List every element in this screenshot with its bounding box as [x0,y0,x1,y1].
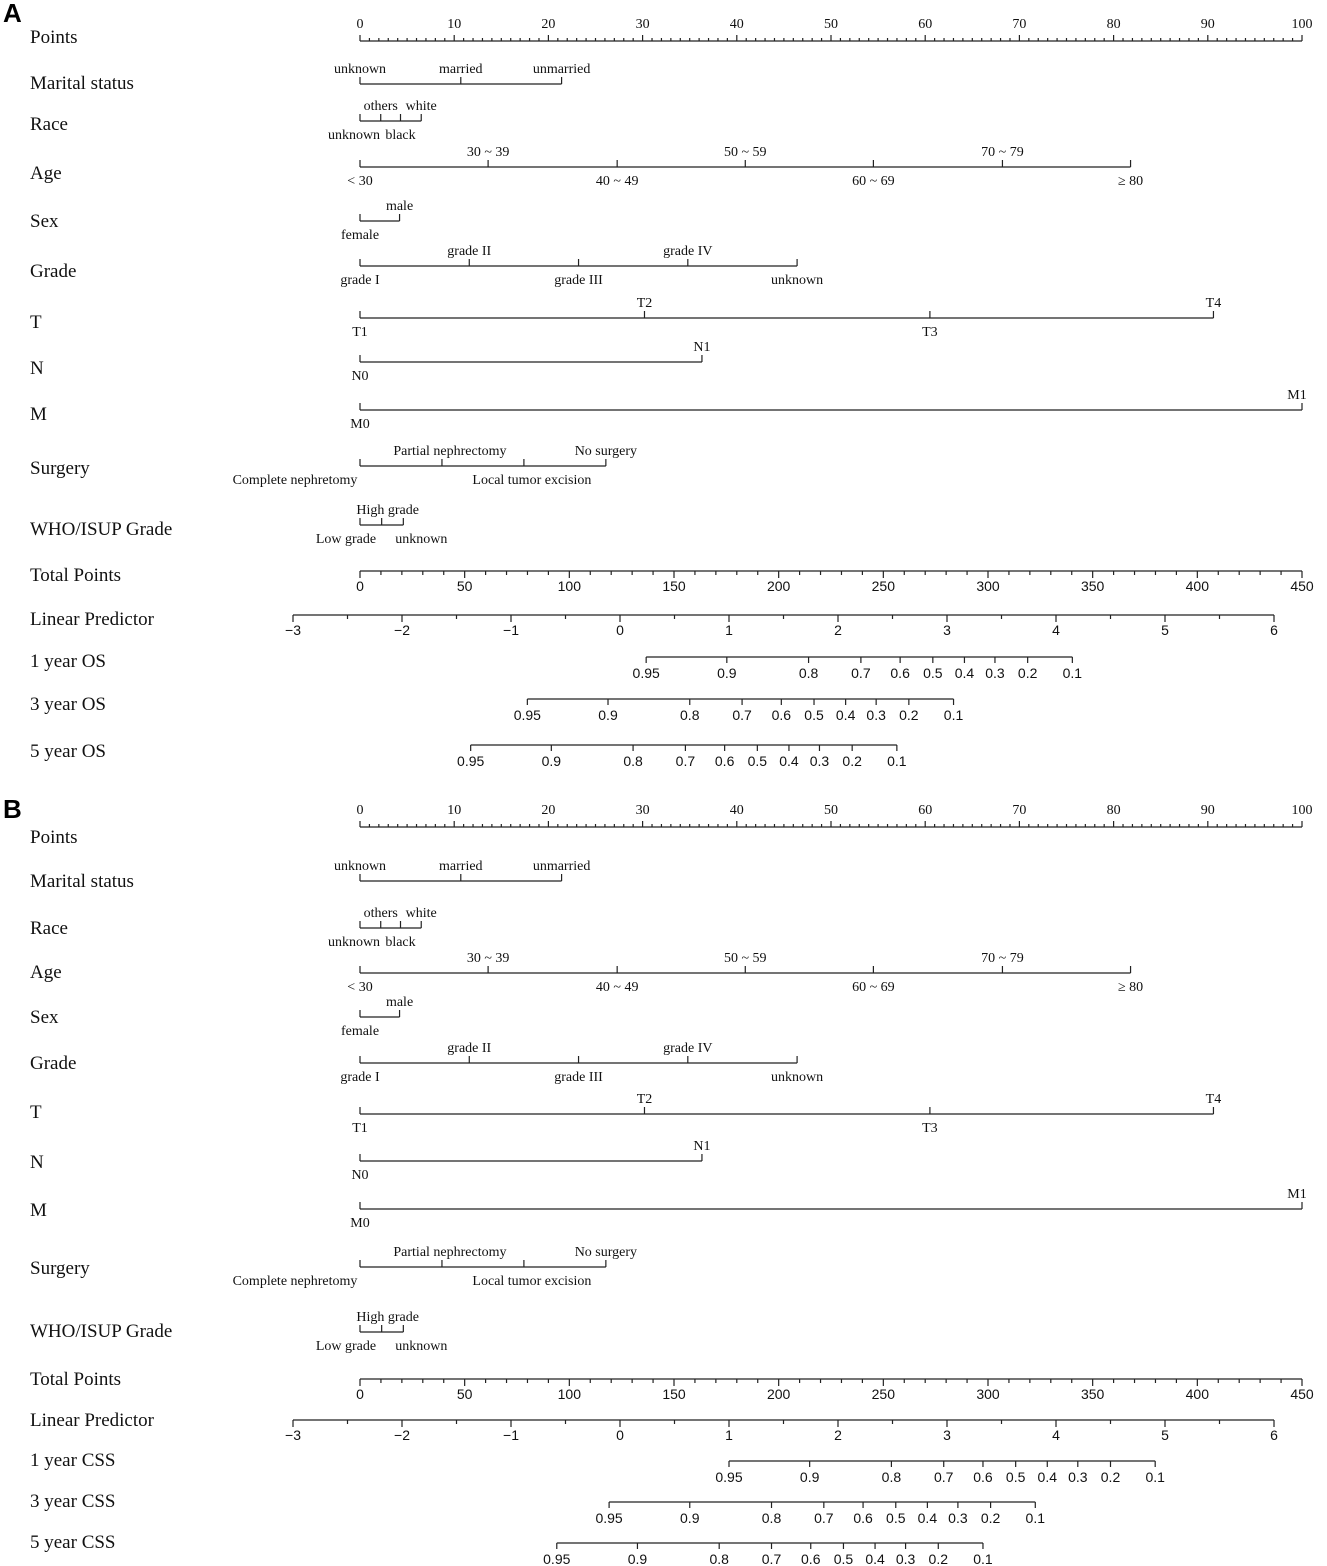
level-label: married [439,859,483,874]
survival-tick-label: 0.1 [1145,1469,1165,1485]
row-label: Age [30,163,62,184]
survival-tick-label: 0.95 [595,1510,623,1526]
survival-tick-label: 0.5 [923,665,943,681]
survival-tick-label: 0.5 [886,1510,906,1526]
level-label: Partial nephrectomy [393,1245,507,1260]
row-label: N [30,358,44,379]
lp-tick-label: 6 [1270,622,1278,638]
row-surgery [30,444,637,488]
lp-tick-label: 6 [1270,1427,1278,1443]
survival-tick-label: 0.4 [835,707,856,723]
survival-tick-label: 0.5 [747,753,768,769]
level-label: 30 ~ 39 [466,145,510,160]
survival-tick-label: 0.5 [833,1551,854,1566]
points-tick-label: 20 [541,803,556,818]
level-label: others [363,99,398,114]
survival-tick-label: 0.2 [1017,665,1038,681]
row-5-year-os [30,741,907,769]
survival-tick-label: 0.7 [851,665,871,681]
row-label: Total Points [30,1369,122,1390]
survival-tick-label: 0.2 [899,707,919,723]
row-total-points [30,565,1314,594]
points-tick-label: 100 [1291,803,1313,818]
survival-tick-label: 0.7 [933,1469,954,1485]
row-label: 5 year CSS [30,1532,116,1553]
total-tick-label: 250 [871,1386,896,1402]
lp-tick-label: 4 [1052,1427,1060,1443]
row-5-year-css [30,1532,993,1566]
level-label: N1 [693,1139,711,1154]
row-label: Linear Predictor [30,609,154,630]
points-tick-label: 100 [1291,17,1313,32]
level-label: < 30 [347,980,373,995]
row-age [30,951,1143,995]
points-tick-label: 50 [824,803,838,818]
level-label: Complete nephretomy [232,473,358,488]
row-label: 3 year OS [30,694,106,715]
survival-tick-label: 0.8 [798,665,819,681]
survival-tick-label: 0.1 [1062,665,1083,681]
survival-tick-label: 0.5 [1005,1469,1026,1485]
survival-tick-label: 0.3 [866,707,886,723]
level-label: N0 [351,369,369,384]
total-tick-label: 250 [871,578,896,594]
row-age [30,145,1143,189]
level-label: unmarried [532,859,591,874]
level-label: 40 ~ 49 [595,980,639,995]
survival-tick-label: 0.95 [513,707,541,723]
level-label: M0 [350,1216,370,1231]
survival-tick-label: 0.2 [928,1551,949,1566]
level-label: Low grade [315,532,377,547]
level-label: T2 [636,296,653,311]
level-label: N1 [693,340,711,355]
total-tick-label: 50 [456,1386,473,1402]
total-tick-label: 200 [766,1386,791,1402]
lp-tick-label: −1 [503,1427,519,1443]
points-tick-label: 90 [1200,17,1215,32]
lp-tick-label: 2 [834,622,842,638]
row-label: 1 year CSS [30,1450,116,1471]
level-label: grade I [340,273,380,288]
level-label: white [405,906,437,921]
survival-tick-label: 0.7 [814,1510,834,1526]
total-tick-label: 150 [662,1386,686,1402]
level-label: M1 [1287,1187,1307,1202]
level-label: unknown [395,1339,448,1354]
row-label: WHO/ISUP Grade [30,1321,173,1342]
row-n [30,340,711,384]
level-label: unknown [771,1070,824,1085]
points-tick-label: 80 [1106,17,1121,32]
level-label: grade IV [663,244,713,259]
row-linear-predictor [30,1410,1278,1443]
level-label: High grade [356,1310,419,1325]
row-sex [30,995,413,1039]
row-who-isup-grade [30,1310,447,1354]
row-label: Marital status [30,73,134,94]
row-label: WHO/ISUP Grade [30,519,173,540]
total-tick-label: 350 [1080,578,1105,594]
level-label: female [340,1024,380,1039]
points-tick-label: 90 [1200,803,1215,818]
survival-tick-label: 0.8 [680,707,700,723]
lp-tick-label: −1 [503,622,519,638]
points-tick-label: 80 [1106,803,1121,818]
level-label: T3 [922,1121,938,1136]
row-label: T [30,1102,42,1123]
row-race [30,906,437,950]
lp-tick-label: 3 [943,622,951,638]
survival-tick-label: 0.95 [543,1551,571,1566]
row-3-year-os [30,694,963,723]
points-tick-label: 30 [635,803,650,818]
survival-tick-label: 0.1 [887,753,907,769]
row-grade [30,1041,823,1085]
survival-tick-label: 0.4 [954,665,975,681]
level-label: ≥ 80 [1117,174,1144,189]
points-tick-label: 10 [447,803,462,818]
total-tick-label: 450 [1290,1386,1314,1402]
survival-tick-label: 0.6 [714,753,735,769]
row-t [30,296,1221,340]
row-label: T [30,312,42,333]
level-label: 60 ~ 69 [852,980,895,995]
survival-tick-label: 0.6 [853,1510,873,1526]
nomogram-panel-b [3,794,1314,1566]
survival-tick-label: 0.6 [801,1551,821,1566]
row-3-year-css [30,1491,1045,1526]
lp-tick-label: 4 [1052,622,1060,638]
row-linear-predictor [30,609,1278,638]
lp-tick-label: 0 [616,622,624,638]
row-label: Points [30,827,78,848]
points-tick-label: 70 [1012,803,1027,818]
nomogram-panel-a [3,0,1314,769]
row-t [30,1092,1221,1136]
total-tick-label: 0 [356,1386,364,1402]
survival-tick-label: 0.95 [632,665,660,681]
survival-tick-label: 0.1 [973,1551,993,1566]
row-label: 3 year CSS [30,1491,116,1512]
survival-tick-label: 0.95 [715,1469,743,1485]
survival-tick-label: 0.3 [895,1551,916,1566]
level-label: Low grade [315,1339,377,1354]
level-label: ≥ 80 [1117,980,1144,995]
total-tick-label: 300 [976,578,1000,594]
level-label: T3 [922,325,938,340]
level-label: unknown [333,62,387,77]
total-tick-label: 150 [662,578,686,594]
level-label: M1 [1287,388,1307,403]
points-tick-label: 60 [918,803,933,818]
row-surgery [30,1245,637,1289]
row-label: Marital status [30,871,134,892]
lp-tick-label: 1 [725,1427,733,1443]
panel-letter: B [3,794,22,824]
survival-tick-label: 0.1 [1025,1510,1046,1526]
survival-tick-label: 0.9 [541,753,562,769]
level-label: 50 ~ 59 [723,951,767,966]
level-label: grade I [340,1070,380,1085]
row-label: N [30,1152,44,1173]
lp-tick-label: −3 [285,1427,301,1443]
level-label: High grade [356,503,419,518]
survival-tick-label: 0.4 [865,1551,885,1566]
survival-tick-label: 0.8 [881,1469,902,1485]
total-tick-label: 200 [766,578,791,594]
row-label: Sex [30,211,59,232]
level-label: unknown [333,859,387,874]
survival-tick-label: 0.7 [675,753,696,769]
row-points [30,803,1313,848]
survival-tick-label: 0.2 [842,753,862,769]
row-marital-status [30,859,590,892]
level-label: unknown [327,128,381,143]
level-label: T2 [636,1092,653,1107]
row-label: M [30,1200,47,1221]
level-label: unmarried [532,62,591,77]
row-who-isup-grade [30,503,447,547]
level-label: married [439,62,483,77]
level-label: 70 ~ 79 [981,145,1024,160]
level-label: Local tumor excision [472,473,592,488]
level-label: grade III [554,273,603,288]
survival-tick-label: 0.4 [917,1510,938,1526]
level-label: unknown [395,532,448,547]
level-label: T1 [352,1121,368,1136]
survival-tick-label: 0.4 [779,753,799,769]
level-label: grade III [554,1070,603,1085]
survival-tick-label: 0.9 [627,1551,648,1566]
row-sex [30,199,413,243]
points-tick-label: 50 [824,17,838,32]
row-label: Surgery [30,1258,90,1279]
total-tick-label: 350 [1080,1386,1105,1402]
level-label: N0 [351,1168,369,1183]
level-label: white [405,99,437,114]
row-race [30,99,437,143]
level-label: others [363,906,398,921]
level-label: 30 ~ 39 [466,951,510,966]
survival-tick-label: 0.6 [890,665,910,681]
row-label: M [30,404,47,425]
row-label: Sex [30,1007,59,1028]
level-label: unknown [771,273,824,288]
survival-tick-label: 0.3 [985,665,1005,681]
survival-tick-label: 0.8 [761,1510,782,1526]
total-tick-label: 50 [456,578,473,594]
points-tick-label: 0 [356,803,364,818]
survival-tick-label: 0.9 [598,707,618,723]
level-label: black [385,935,416,950]
level-label: unknown [327,935,381,950]
row-label: 1 year OS [30,651,106,672]
points-tick-label: 10 [447,17,462,32]
survival-tick-label: 0.2 [1100,1469,1121,1485]
row-m [30,388,1307,432]
row-label: Linear Predictor [30,1410,154,1431]
lp-tick-label: −2 [394,622,410,638]
row-label: Grade [30,1053,77,1074]
survival-tick-label: 0.1 [943,707,964,723]
row-label: Race [30,918,68,939]
survival-tick-label: 0.8 [623,753,643,769]
points-tick-label: 20 [541,17,556,32]
row-label: Age [30,962,62,983]
row-points [30,17,1313,48]
level-label: Complete nephretomy [232,1274,358,1289]
level-label: black [385,128,416,143]
lp-tick-label: 2 [834,1427,842,1443]
survival-tick-label: 0.95 [457,753,485,769]
points-tick-label: 40 [729,803,744,818]
total-tick-label: 400 [1185,578,1210,594]
level-label: male [385,995,414,1010]
row-label: 5 year OS [30,741,106,762]
level-label: female [340,228,380,243]
level-label: No surgery [574,444,638,459]
total-tick-label: 100 [557,1386,582,1402]
lp-tick-label: 5 [1161,1427,1169,1443]
level-label: Local tumor excision [472,1274,592,1289]
total-tick-label: 400 [1185,1386,1210,1402]
level-label: T4 [1205,1092,1222,1107]
survival-tick-label: 0.8 [709,1551,729,1566]
level-label: No surgery [574,1245,638,1260]
survival-tick-label: 0.7 [732,707,752,723]
level-label: T1 [352,325,368,340]
total-tick-label: 100 [557,578,582,594]
points-tick-label: 60 [918,17,933,32]
lp-tick-label: 5 [1161,622,1169,638]
lp-tick-label: 3 [943,1427,951,1443]
row-n [30,1139,711,1183]
survival-tick-label: 0.3 [1068,1469,1088,1485]
total-tick-label: 0 [356,578,364,594]
points-tick-label: 70 [1012,17,1027,32]
row-label: Race [30,114,68,135]
survival-tick-label: 0.4 [1037,1469,1058,1485]
survival-tick-label: 0.3 [809,753,830,769]
level-label: 50 ~ 59 [723,145,767,160]
lp-tick-label: −2 [394,1427,410,1443]
level-label: < 30 [347,174,373,189]
row-m [30,1187,1307,1231]
level-label: grade II [447,1041,492,1056]
survival-tick-label: 0.6 [771,707,792,723]
row-marital-status [30,62,590,94]
lp-tick-label: 0 [616,1427,624,1443]
level-label: M0 [350,417,370,432]
survival-tick-label: 0.3 [948,1510,968,1526]
survival-tick-label: 0.9 [799,1469,820,1485]
row-label: Surgery [30,458,90,479]
level-label: grade IV [663,1041,713,1056]
survival-tick-label: 0.9 [680,1510,700,1526]
total-tick-label: 300 [976,1386,1000,1402]
survival-tick-label: 0.7 [761,1551,782,1566]
level-label: 70 ~ 79 [981,951,1024,966]
row-grade [30,244,823,288]
row-label: Grade [30,261,77,282]
row-1-year-css [30,1450,1165,1485]
level-label: 60 ~ 69 [852,174,895,189]
lp-tick-label: 1 [725,622,733,638]
survival-tick-label: 0.9 [717,665,737,681]
row-1-year-os [30,651,1082,681]
survival-tick-label: 0.2 [980,1510,1001,1526]
level-label: T4 [1205,296,1222,311]
points-tick-label: 40 [729,17,744,32]
points-tick-label: 0 [356,17,364,32]
level-label: Partial nephrectomy [393,444,507,459]
total-tick-label: 450 [1290,578,1314,594]
row-total-points [30,1369,1314,1402]
panel-letter: A [3,0,22,28]
survival-tick-label: 0.6 [973,1469,993,1485]
row-label: Points [30,27,78,48]
survival-tick-label: 0.5 [804,707,824,723]
points-tick-label: 30 [635,17,650,32]
level-label: male [385,199,414,214]
lp-tick-label: −3 [285,622,301,638]
level-label: grade II [447,244,492,259]
level-label: 40 ~ 49 [595,174,639,189]
row-label: Total Points [30,565,122,586]
